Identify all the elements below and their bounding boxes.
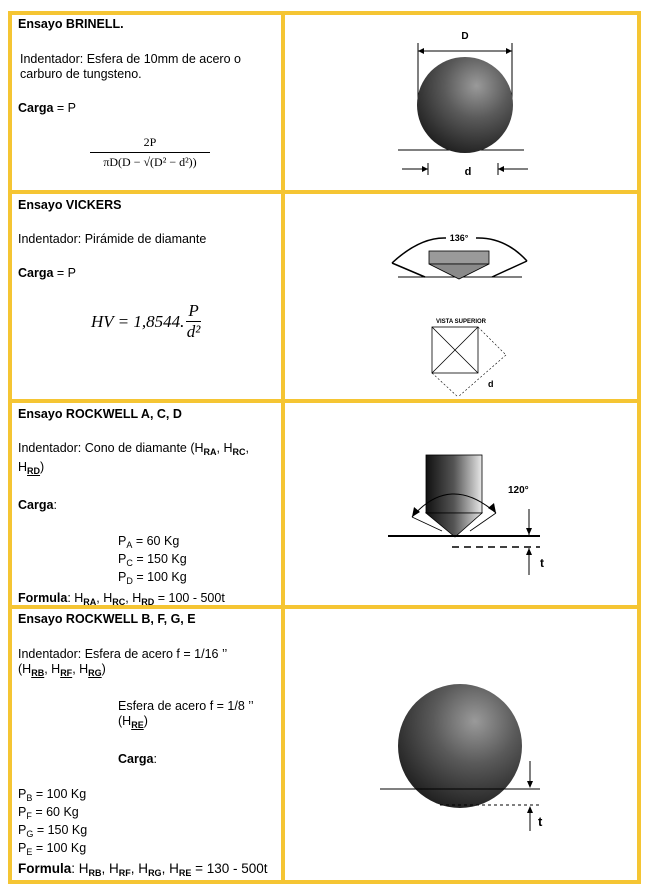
diamond-cone-icon — [426, 513, 482, 537]
rockwell-bfge-title: Ensayo ROCKWELL B, F, G, E — [18, 612, 196, 626]
rockwell-bfge-load: Carga: — [118, 752, 157, 766]
formula-numerator: P — [188, 301, 199, 320]
rockwell-bfge-indenter-2: Esfera de acero f = 1/8 ’’ $(H_{RE})$ — [118, 699, 254, 730]
rockwell-acd-loads — [118, 534, 280, 588]
formula-denominator: πD(D − √(D² − d²)) — [90, 152, 210, 170]
brinell-title: Ensayo BRINELL. — [18, 17, 124, 31]
rockwell-t-label: t — [540, 556, 544, 570]
table-border-right — [637, 11, 641, 884]
vickers-indenter: Indentador: Pirámide de diamante — [18, 232, 207, 246]
vickers-view-label: VISTA SUPERIOR — [435, 319, 487, 325]
column-divider — [281, 11, 285, 884]
load-value: = P — [53, 101, 77, 115]
rockwell-bfge-t-label: t — [538, 814, 543, 829]
load-pg: $P_G = 150$ Kg — [18, 823, 88, 839]
load-label: Carga — [18, 101, 54, 115]
rockwell-bfge-indenter-1: Indentador: Esfera de acero f = 1/16 ’’ ($H_{RB}$, $H_{RF}$, $H_{RG}$) — [18, 647, 228, 678]
tests-table — [8, 11, 641, 884]
load-value: = P — [53, 266, 77, 280]
brinell-D-label: D — [461, 31, 469, 42]
rockwell-angle-label: 120° — [508, 485, 529, 496]
vickers-text-cell — [18, 198, 280, 281]
formula-denominator: d² — [186, 322, 201, 341]
rockwell-acd-figure — [380, 451, 560, 581]
brinell-text-cell — [18, 17, 280, 116]
steel-ball-icon — [417, 57, 513, 153]
formula-left: HV = 1,8544. — [91, 311, 185, 331]
load-pe: $P_E = 100$ Kg — [18, 841, 87, 857]
load-pd: $P_D = 100$ Kg — [118, 570, 187, 586]
vickers-d-label: d — [488, 379, 494, 389]
rockwell-bfge-figure — [380, 679, 560, 839]
load-label: Carga — [18, 266, 54, 280]
table-border-left — [8, 11, 12, 884]
rockwell-acd-indenter: Indentador: Cono de diamante ($H_{RA}$, $H_{RC}$, $H_{RD}$) — [18, 441, 250, 476]
brinell-figure — [388, 29, 538, 179]
vickers-formula — [91, 301, 201, 342]
load-pc: $P_C = 150$ Kg — [118, 552, 187, 568]
row-divider-1 — [8, 190, 641, 194]
vickers-title: Ensayo VICKERS — [18, 198, 122, 212]
rockwell-acd-formula: Formula: $H_{RA}$, $H_{RC}$, $H_{RD} = 100 - 500t$ — [18, 591, 225, 607]
brinell-formula — [90, 135, 210, 170]
vickers-figure — [380, 229, 550, 399]
brinell-load — [18, 101, 280, 116]
table-border-top — [8, 11, 641, 15]
formula-numerator: 2P — [143, 135, 157, 149]
load-pf: $P_F = 60$ Kg — [18, 805, 79, 821]
vickers-load — [18, 266, 280, 281]
rockwell-acd-text-cell — [18, 407, 280, 588]
rockwell-bfge-loads — [18, 787, 280, 859]
rockwell-bfge-formula: Formula: $H_{RB}$, $H_{RF}$, $H_{RG}$, $H_{RE} = 130 - 500t$ — [18, 861, 268, 878]
vickers-angle-label: 136° — [449, 233, 469, 243]
rockwell-bfge-text-cell — [18, 612, 280, 859]
brinell-d-label: d — [464, 166, 472, 178]
rockwell-acd-load: Carga: — [18, 498, 57, 512]
row-divider-2 — [8, 399, 641, 403]
load-pa: $P_A = 60$ Kg — [118, 534, 180, 550]
rockwell-acd-title: Ensayo ROCKWELL A, C, D — [18, 407, 182, 421]
load-pb: $P_B = 100$ Kg — [18, 787, 87, 803]
brinell-indenter: Indentador: Esfera de 10mm de acero o carburo de tungsteno. — [20, 52, 241, 81]
